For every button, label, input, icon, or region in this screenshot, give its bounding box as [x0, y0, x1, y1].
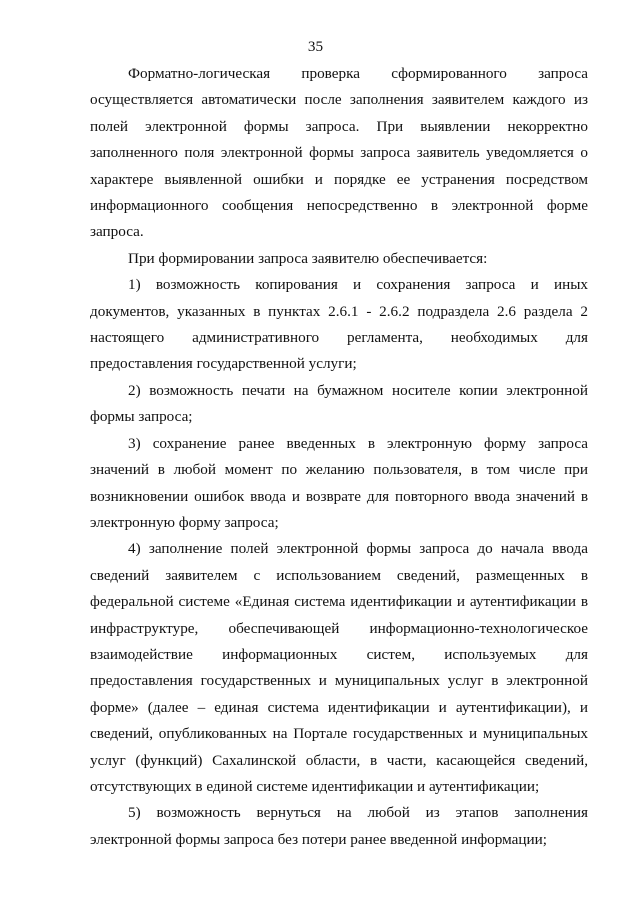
- list-item-4-autofill: 4) заполнение полей электронной формы запроса до начала ввода сведений заявителем с использованием сведений, размещенных в федеральной системе «Единая система идентификации и аутентификации в инфраструктуре, обеспечивающей информационно-технологическое взаимодействие информационных систем, используемых для предоставления государственных и муниципальных услуг в электронной форме» (далее – единая система идентификации и аутентификации), и сведений, опубликованных на Портале государственных и муниципальных услуг (функций) Сахалинской области, в части, касающейся сведений, отсутствующих в единой системе идентификации и аутентификации;: [90, 540, 588, 795]
- document-body: [90, 61, 588, 853]
- paragraph-request-provisions-intro: При формировании запроса заявителю обеспечивается:: [128, 249, 488, 267]
- list-item-2-print: 2) возможность печати на бумажном носителе копии электронной формы запроса;: [90, 381, 588, 426]
- list-item-3-save-values: 3) сохранение ранее введенных в электронную форму запроса значений в любой момент по желанию пользователя, в том числе при возникновении ошибок ввода и возврате для повторного ввода значений в электронную форму запроса;: [90, 434, 588, 531]
- page-number: 35: [307, 38, 324, 55]
- list-item-5-return-to-step: 5) возможность вернуться на любой из этапов заполнения электронной формы запроса без потери ранее введенной информации;: [90, 804, 588, 848]
- paragraph-format-check: Форматно-логическая проверка сформированного запроса осуществляется автоматически после заполнения заявителем каждого из полей электронной формы запроса. При выявлении некорректно заполненного поля электронной формы запроса заявитель уведомляется о характере выявленной ошибки и порядке ее устранения посредством информационного сообщения непосредственно в электронной форме запроса.: [90, 65, 588, 241]
- list-item-1-copy-save: 1) возможность копирования и сохранения запроса и иных документов, указанных в пунктах 2.6.1 - 2.6.2 подраздела 2.6 раздела 2 настоящего административного регламента, необходимых для предоставления государственной услуги;: [90, 276, 588, 373]
